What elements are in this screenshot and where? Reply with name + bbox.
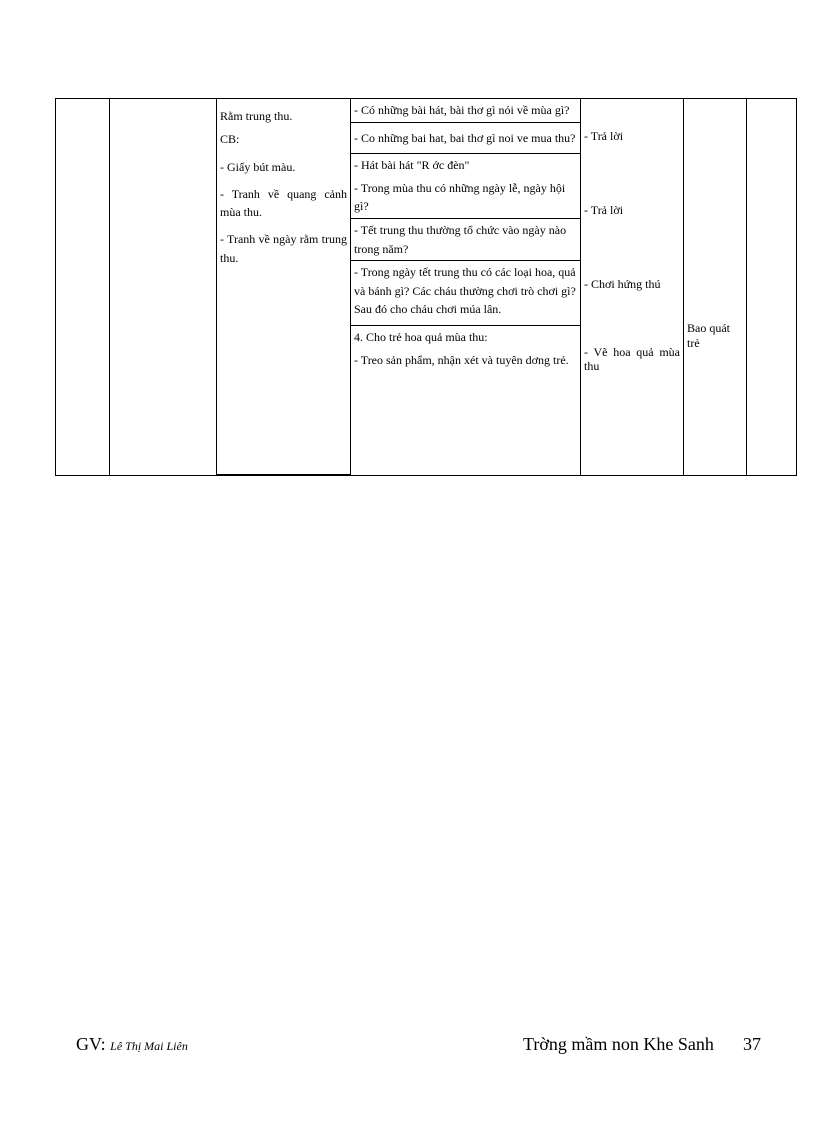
note-text: Bao quát trẻ: [687, 321, 730, 350]
empty-cell-last: [747, 99, 797, 476]
materials-autumn-picture: - Tranh về quang cảnh mùa thu.: [220, 186, 347, 220]
materials-paper: - Giấy bút màu.: [220, 160, 296, 175]
activity-line: - Hát bài hát "R ớc đèn": [354, 158, 470, 173]
response-play: - Chơi hứng thú: [584, 277, 661, 291]
footer-school: Trờng mầm non Khe Sanh: [523, 1034, 714, 1054]
activity-line: - Trong mùa thu có những ngày lễ, ngày hội gì?: [351, 177, 580, 219]
materials-festival-picture: - Tranh về ngày rằm trung thu.: [220, 231, 347, 265]
teacher-name: Lê Thị Mai Liên: [110, 1039, 188, 1053]
activities-cell: [351, 99, 581, 476]
table-row: [56, 99, 797, 476]
materials-cb: CB:: [220, 131, 240, 146]
activity-line: - Co những bai hat, bai thơ gì noi ve mua thu?: [351, 123, 580, 155]
materials-cell: [217, 99, 351, 476]
activity-line: - Có những bài hát, bài thơ gì nói về mùa gì?: [351, 99, 580, 123]
page-number: 37: [743, 1034, 761, 1054]
activity-line: - Trong ngày tết trung thu có các loại hoa, quả và bánh gì? Các cháu thường chơi trò chơi gì? Sau đó cho cháu chơi múa lân.: [351, 261, 580, 326]
empty-cell-2: [110, 99, 217, 476]
empty-cell-1: [56, 99, 110, 476]
responses-cell: [581, 99, 684, 476]
activity-line: - Treo sản phẩm, nhận xét và tuyên dơng trẻ.: [354, 352, 569, 367]
materials-topic: Rằm trung thu.: [220, 109, 293, 123]
footer-teacher: [76, 1034, 188, 1055]
teacher-prefix: GV:: [76, 1034, 106, 1054]
note-cell: [684, 99, 747, 476]
response-answer-2: - Trả lời: [584, 203, 624, 217]
lesson-plan-table: [55, 98, 797, 476]
activity-line: - Tết trung thu thường tổ chức vào ngày nào trong năm?: [351, 219, 580, 261]
response-answer-1: - Trả lời: [584, 129, 624, 143]
response-draw: - Vẽ hoa quả mùa thu: [584, 345, 680, 374]
activity-line: 4. Cho trẻ hoa quả mùa thu:: [354, 329, 488, 344]
